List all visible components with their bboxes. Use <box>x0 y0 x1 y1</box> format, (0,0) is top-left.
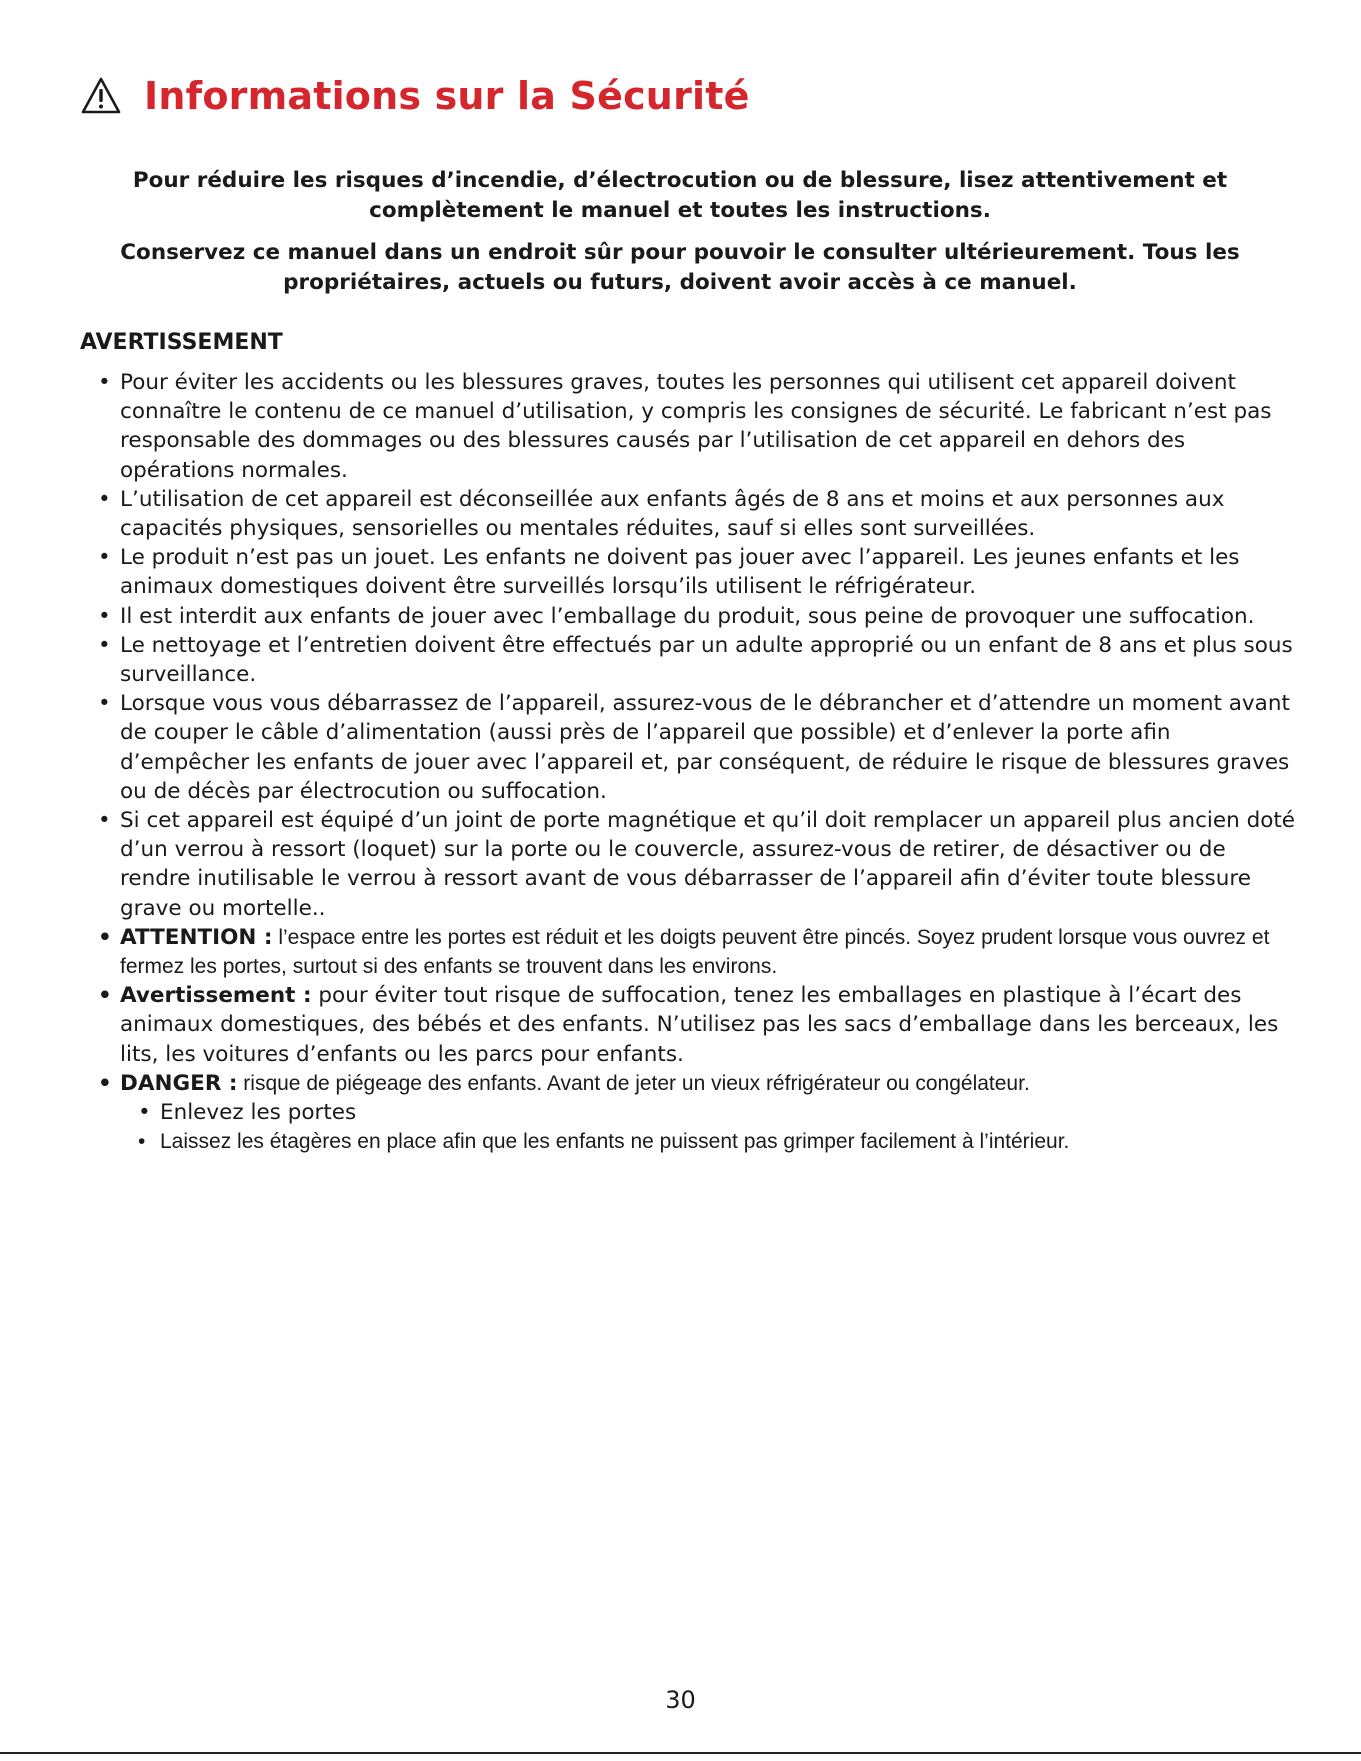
list-item-text: Pour éviter les accidents ou les blessures graves, toutes les personnes qui utilisent cet appareil doivent connaître le contenu de ce manuel d’utilisation, y compris les consignes de sécurité. Le fabricant n’est pas responsable des dommages ou des blessures causés par l’utilisation de cet appareil en dehors des opérations normales. <box>120 370 1272 483</box>
attention-text: l’espace entre les portes est réduit et les doigts peuvent être pincés. Soyez prudent lorsque vous ouvrez et fermez les portes, surtout si des enfants se trouvent dans les environs. <box>120 925 1270 979</box>
bullet: • <box>98 632 111 658</box>
bullet: • <box>98 370 111 395</box>
title-row <box>80 74 750 118</box>
list-item <box>98 543 1298 601</box>
avertissement-label: Avertissement : <box>120 983 312 1009</box>
page-number: 30 <box>665 1686 696 1714</box>
bullet: • <box>98 983 112 1009</box>
attention-item <box>98 923 1298 981</box>
bottom-rule <box>0 1752 1361 1754</box>
bullet: • <box>98 486 111 512</box>
list-item <box>98 368 1298 485</box>
list-item-text: Lorsque vous vous débarrassez de l’appareil, assurez-vous de le débrancher et d’attendre un moment avant de couper le câble d’alimentation (aussi près de l’appareil que possible) et d’enlever la porte afin d’empêcher les enfants de jouer avec l’appareil et, par conséquent, de réduire le risque de blessures graves ou de décès par électrocution ou suffocation. <box>120 691 1290 804</box>
list-item-text: Le produit n’est pas un jouet. Les enfants ne doivent pas jouer avec l’appareil. Les jeunes enfants et les animaux domestiques doivent être surveillés lorsqu’ils utilisent le réfrigérateur. <box>120 545 1240 600</box>
list-item <box>98 602 1298 631</box>
bullet: • <box>98 603 111 629</box>
danger-item <box>98 1069 1298 1157</box>
bullet: • <box>98 924 112 950</box>
danger-label: DANGER : <box>120 1070 238 1096</box>
sub-list-item <box>138 1098 1298 1127</box>
list-item <box>98 806 1298 923</box>
list-item <box>98 689 1298 806</box>
bullet: • <box>98 691 111 717</box>
intro-paragraph-2: Conservez ce manuel dans un endroit sûr pour pouvoir le consulter ultérieurement. Tous les propriétaires, actuels ou futurs, doivent avoir accès à ce manuel. <box>120 240 1240 295</box>
bullet: • <box>98 1070 112 1096</box>
bullet: • <box>98 808 111 834</box>
sub-list-item <box>138 1127 1298 1156</box>
warning-list <box>98 368 1298 1156</box>
list-item-text: Le nettoyage et l’entretien doivent être effectués par un adulte approprié ou un enfant de 8 ans et plus sous surveillance. <box>120 632 1293 688</box>
list-item-text: L’utilisation de cet appareil est déconseillée aux enfants âgés de 8 ans et moins et aux personnes aux capacités physiques, sensorielles ou mentales réduites, sauf si elles sont surveillées. <box>120 486 1225 542</box>
attention-label: ATTENTION : <box>120 924 273 950</box>
intro-paragraph-1: Pour réduire les risques d’incendie, d’électrocution ou de blessure, lisez attentivement et complètement le manuel et toutes les instructions. <box>132 168 1228 223</box>
page-title: Informations sur la Sécurité <box>144 74 750 118</box>
sub-list-item-text: Laissez les étagères en place afin que les enfants ne puissent pas grimper facilement à l’intérieur. <box>160 1130 1070 1154</box>
danger-sub-list <box>120 1098 1298 1156</box>
danger-text: risque de piégeage des enfants. Avant de jeter un vieux réfrigérateur ou congélateur. <box>237 1071 1030 1095</box>
list-item <box>98 631 1298 689</box>
list-item-text: Si cet appareil est équipé d’un joint de porte magnétique et qu’il doit remplacer un appareil plus ancien doté d’un verrou à ressort (loquet) sur la porte ou le couvercle, assurez-vous de retirer, de désactiver ou de rendre inutilisable le verrou à ressort avant de vous débarrasser de l’appareil afin d’éviter toute blessure grave ou mortelle.. <box>120 808 1296 921</box>
avertissement-text: pour éviter tout risque de suffocation, tenez les emballages en plastique à l’écart des animaux domestiques, des bébés et des enfants. N’utilisez pas les sacs d’emballage dans les berceaux, les lits, les voitures d’enfants ou les parcs pour enfants. <box>120 983 1279 1067</box>
bullet: • <box>138 1100 151 1126</box>
bullet: • <box>98 545 111 571</box>
list-item <box>98 485 1298 543</box>
section-heading: AVERTISSEMENT <box>80 330 283 355</box>
list-item-text: Il est interdit aux enfants de jouer avec l’emballage du produit, sous peine de provoquer une suffocation. <box>120 603 1255 629</box>
warning-triangle-icon <box>80 76 122 116</box>
sub-list-item-text: Enlevez les portes <box>160 1100 357 1126</box>
avertissement-item <box>98 981 1298 1069</box>
bullet: • <box>138 1130 146 1154</box>
